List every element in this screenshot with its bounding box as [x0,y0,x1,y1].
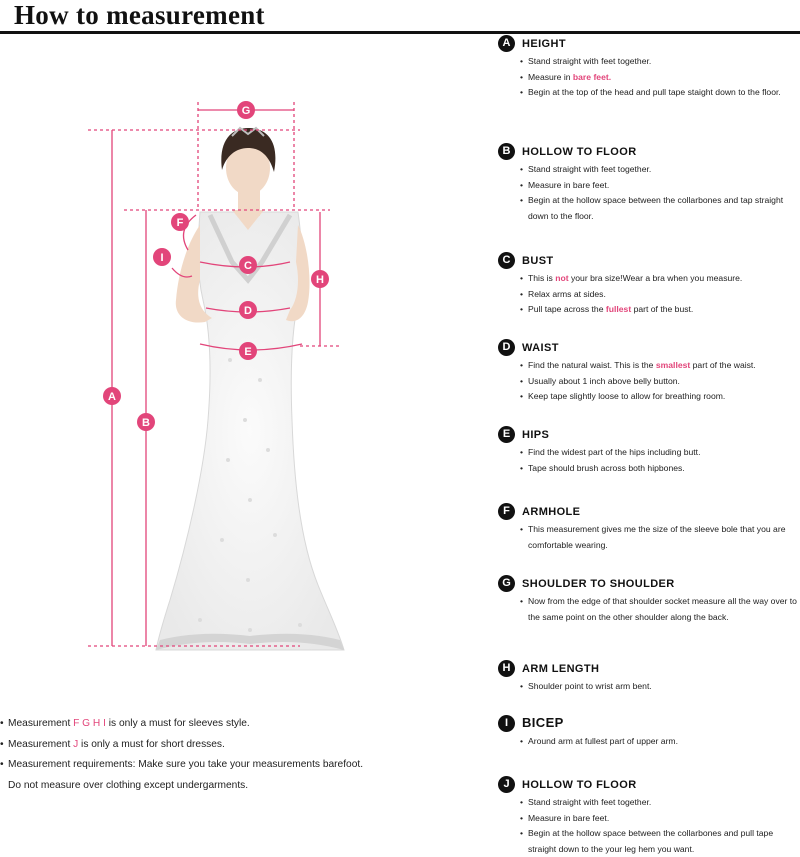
bullet-item [520,178,800,194]
section-list [520,795,800,857]
text-run: Usually about 1 inch above belly button. [528,375,680,386]
text-run: Find the widest part of the hips including butt. [528,447,701,457]
text-run: Begin at the hollow space between the collarbones and tap straight down to the floor. [528,195,784,221]
highlight-text: J [73,738,79,750]
bullet-item [520,811,800,827]
note-line [0,776,470,797]
section-list [520,522,800,553]
bullet-item [520,302,800,318]
section-heading: HIPS [522,429,550,441]
marker-d-label: D [244,305,252,317]
bullet-item [520,162,800,178]
text-run: Find the natural waist. This is the [528,360,656,370]
section-heading: HEIGHT [522,38,566,50]
section-heading: HOLLOW TO FLOOR [522,146,637,158]
badge-i: I [498,715,515,732]
section-heading: ARMHOLE [522,506,581,518]
text-run: Do not measure over clothing except undergarments. [8,779,249,791]
badge-c: C [498,252,515,269]
bullet-item [520,522,800,553]
text-run: Measure in bare feet. [528,179,610,190]
text-run: Now from the edge of that shoulder socket measure all the way over to the same point on the other shoulder along the back. [528,596,797,622]
title-divider [0,31,800,34]
section-heading: WAIST [522,342,559,354]
marker-e-label: E [244,346,252,358]
text-run: Measure in bare feet. [528,812,610,823]
bullet-item [520,85,800,101]
text-run: part of the bust. [631,304,694,315]
section-heading: BICEP [522,715,564,730]
section-heading: BUST [522,255,554,267]
text-run: Tape should brush across both hipbones. [528,462,685,473]
marker-b-label: B [142,417,150,429]
note-line [0,735,470,756]
text-run: is only a must for sleeves style. [105,718,250,729]
text-run: Measurement requirements: Make sure you take your measurements barefoot. [8,759,364,771]
note-line [0,755,470,776]
page-title: How to measurement [14,0,265,30]
bullet-item [520,271,800,287]
section-heading: ARM LENGTH [522,663,600,675]
dress-illustration [156,128,344,650]
bullet-item [520,358,800,374]
bullet-item [520,374,800,390]
bullet-item [520,389,800,405]
section-list [520,358,800,405]
text-run: Around arm at fullest part of upper arm. [528,736,678,746]
section-heading: SHOULDER TO SHOULDER [522,578,675,590]
text-run: Keep tape slightly loose to allow for breathing room. [528,391,726,402]
marker-f-label: F [176,217,184,229]
marker-d [239,301,257,319]
section-list [520,54,800,101]
marker-a [103,387,121,405]
text-run: This measurement gives me the size of the sleeve bole that you are comfortable wearing. [528,524,786,550]
badge-a: A [498,35,515,52]
marker-h-label: H [316,274,324,286]
bullet-item [520,461,800,477]
marker-g [237,101,255,119]
badge-f: F [498,503,515,520]
marker-i-label: I [160,252,164,264]
bullet-item [520,795,800,811]
marker-a-label: A [108,391,116,403]
text-run: Relax arms at sides. [528,288,606,299]
bullet-item [520,445,800,461]
highlight-text: F G H I [73,718,106,729]
text-run: Stand straight with feet together. [528,797,652,807]
text-run: Measure in [528,71,573,82]
marker-f [171,213,189,231]
section-list [520,271,800,318]
badge-g: G [498,575,515,592]
text-run: your bra size!Wear a bra when you measure. [568,273,743,283]
badge-j: J [498,776,515,793]
text-run: Stand straight with feet together. [528,164,652,174]
measurement-notes [0,714,470,796]
text-run: is only a must for short dresses. [78,738,225,750]
marker-h [311,270,329,288]
bullet-item [520,287,800,303]
highlight-text: not [555,273,569,283]
text-run: Measurement [8,718,74,729]
highlight-text: smallest [655,360,691,370]
text-run: part of the waist. [690,360,756,370]
bullet-item [520,826,800,857]
marker-e [239,342,257,360]
text-run: Pull tape across the [528,304,606,315]
bullet-item [520,54,800,70]
highlight-text: fullest [605,304,632,315]
badge-h: H [498,660,515,677]
bullet-item [520,734,800,750]
bullet-item [520,594,800,625]
text-run: This is [528,273,556,283]
section-list [520,594,800,625]
marker-c-label: C [244,260,252,272]
measurement-figure [0,40,480,680]
section-list [520,734,800,750]
bullet-item [520,193,800,224]
text-run: Stand straight with feet together. [528,56,652,66]
marker-c [239,256,257,274]
section-list [520,445,800,476]
note-line [0,714,470,735]
marker-i [153,248,171,266]
bullet-item [520,70,800,86]
text-run: Begin at the top of the head and pull tape staight down to the floor. [528,87,781,98]
section-list [520,679,800,695]
badge-b: B [498,143,515,160]
section-list [520,162,800,224]
badge-e: E [498,426,515,443]
highlight-text: bare feet. [572,71,612,82]
badge-d: D [498,339,515,356]
section-heading: HOLLOW TO FLOOR [522,779,637,791]
marker-b [137,413,155,431]
marker-g-label: G [241,105,251,117]
text-run: Measurement [8,738,74,750]
text-run: Shoulder point to wrist arm bent. [528,681,652,691]
bullet-item [520,679,800,695]
text-run: Begin at the hollow space between the collarbones and pull tape straight down to the your leg hem you want. [528,828,774,854]
